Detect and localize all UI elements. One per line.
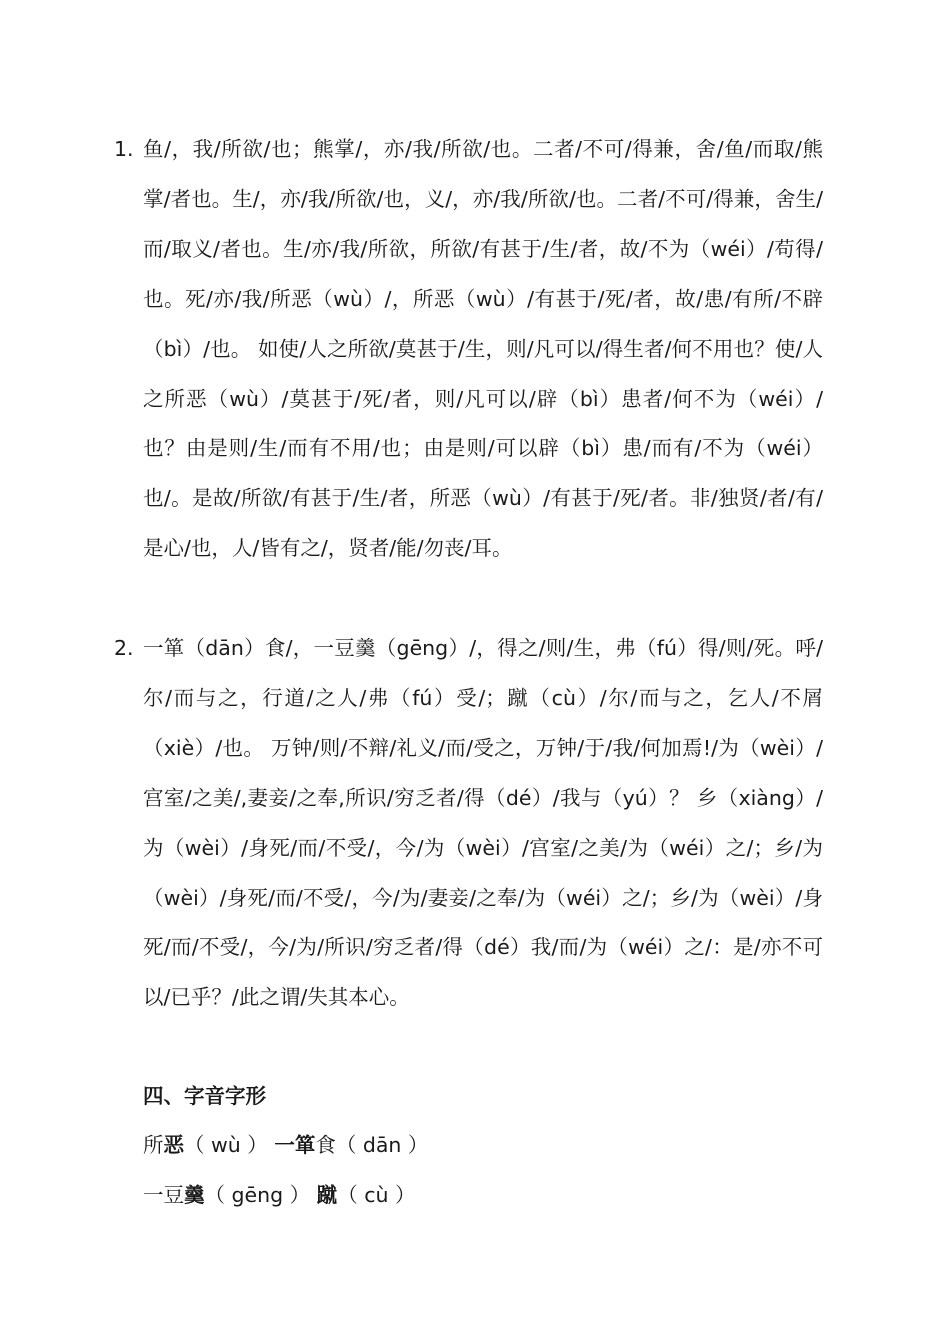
key-character: 蹴 <box>316 1183 338 1207</box>
word-prefix: 一豆 <box>143 1183 184 1207</box>
key-character: 一箪 <box>274 1133 316 1157</box>
key-character: 羹 <box>184 1183 205 1207</box>
passage-paragraph-2 <box>114 624 823 1023</box>
pinyin: （ wù ） <box>184 1133 268 1157</box>
list-number-1: 1. <box>114 137 134 161</box>
passage-paragraph-1 <box>114 125 823 574</box>
list-number-2: 2. <box>114 636 134 660</box>
pinyin: （ dān ） <box>335 1133 429 1157</box>
pinyin: （ gēng ） <box>204 1183 311 1207</box>
word-suffix: 食 <box>315 1133 336 1157</box>
pinyin: （ cù ） <box>337 1183 416 1207</box>
section-heading: 四、字音字形 <box>143 1084 266 1108</box>
pronunciation-line-1 <box>143 1121 428 1171</box>
passage-text-1: 鱼/，我/所欲/也；熊掌/，亦/我/所欲/也。二者/不可/得兼，舍/鱼/而取/熊掌/者也。生/，亦/我/所欲/也，义/，亦/我/所欲/也。二者/不可/得兼，舍生/而/取义/者也。生/亦/我/所欲，所欲/有甚于/生/者，故/不为（wéi）/苟得/也。死/亦/我/所恶（wù）/，所恶（wù）/有甚于/死/者，故/患/有所/不辟（bì）/也。 如使/人之所欲/莫甚于/生，则/凡可以/得生者/何不用也？使/人之所恶（wù）/莫甚于/死/者，则/凡可以/辟（bì）患者/何不为（wéi）/也？由是则/生/而有不用/也；由是则/可以辟（bì）患/而有/不为（wéi）也/。是故/所欲/有甚于/生/者，所恶（wù）/有甚于/死/者。非/独贤/者/有/是心/也，人/皆有之/，贤者/能/勿丧/耳。 <box>143 137 823 561</box>
passage-text-2: 一箪（dān）食/，一豆羹（gēng）/，得之/则/生，弗（fú）得/则/死。呼/尔/而与之，行道/之人/弗（fú）受/；蹴（cù）/尔/而与之，乞人/不屑（xiè）/也。 万钟/则/不辩/礼义/而/受之，万钟/于/我/何加焉!/为（wèi）/宫室/之美/,妻妾/之奉,所识/穷乏者/得（dé）/我与（yú）？ 乡（xiàng）/为（wèi）/身死/而/不受/，今/为（wèi）/宫室/之美/为（wéi）之/；乡/为（wèi）/身死/而/不受/，今/为/妻妾/之奉/为（wéi）之/；乡/为（wèi）/身死/而/不受/，今/为/所识/穷乏者/得（dé）我/而/为（wéi）之/：是/亦不可以/已乎？/此之谓/失其本心。 <box>143 636 823 1010</box>
pronunciation-line-2 <box>143 1171 416 1221</box>
word-prefix: 所 <box>143 1133 164 1157</box>
key-character: 恶 <box>163 1133 184 1157</box>
